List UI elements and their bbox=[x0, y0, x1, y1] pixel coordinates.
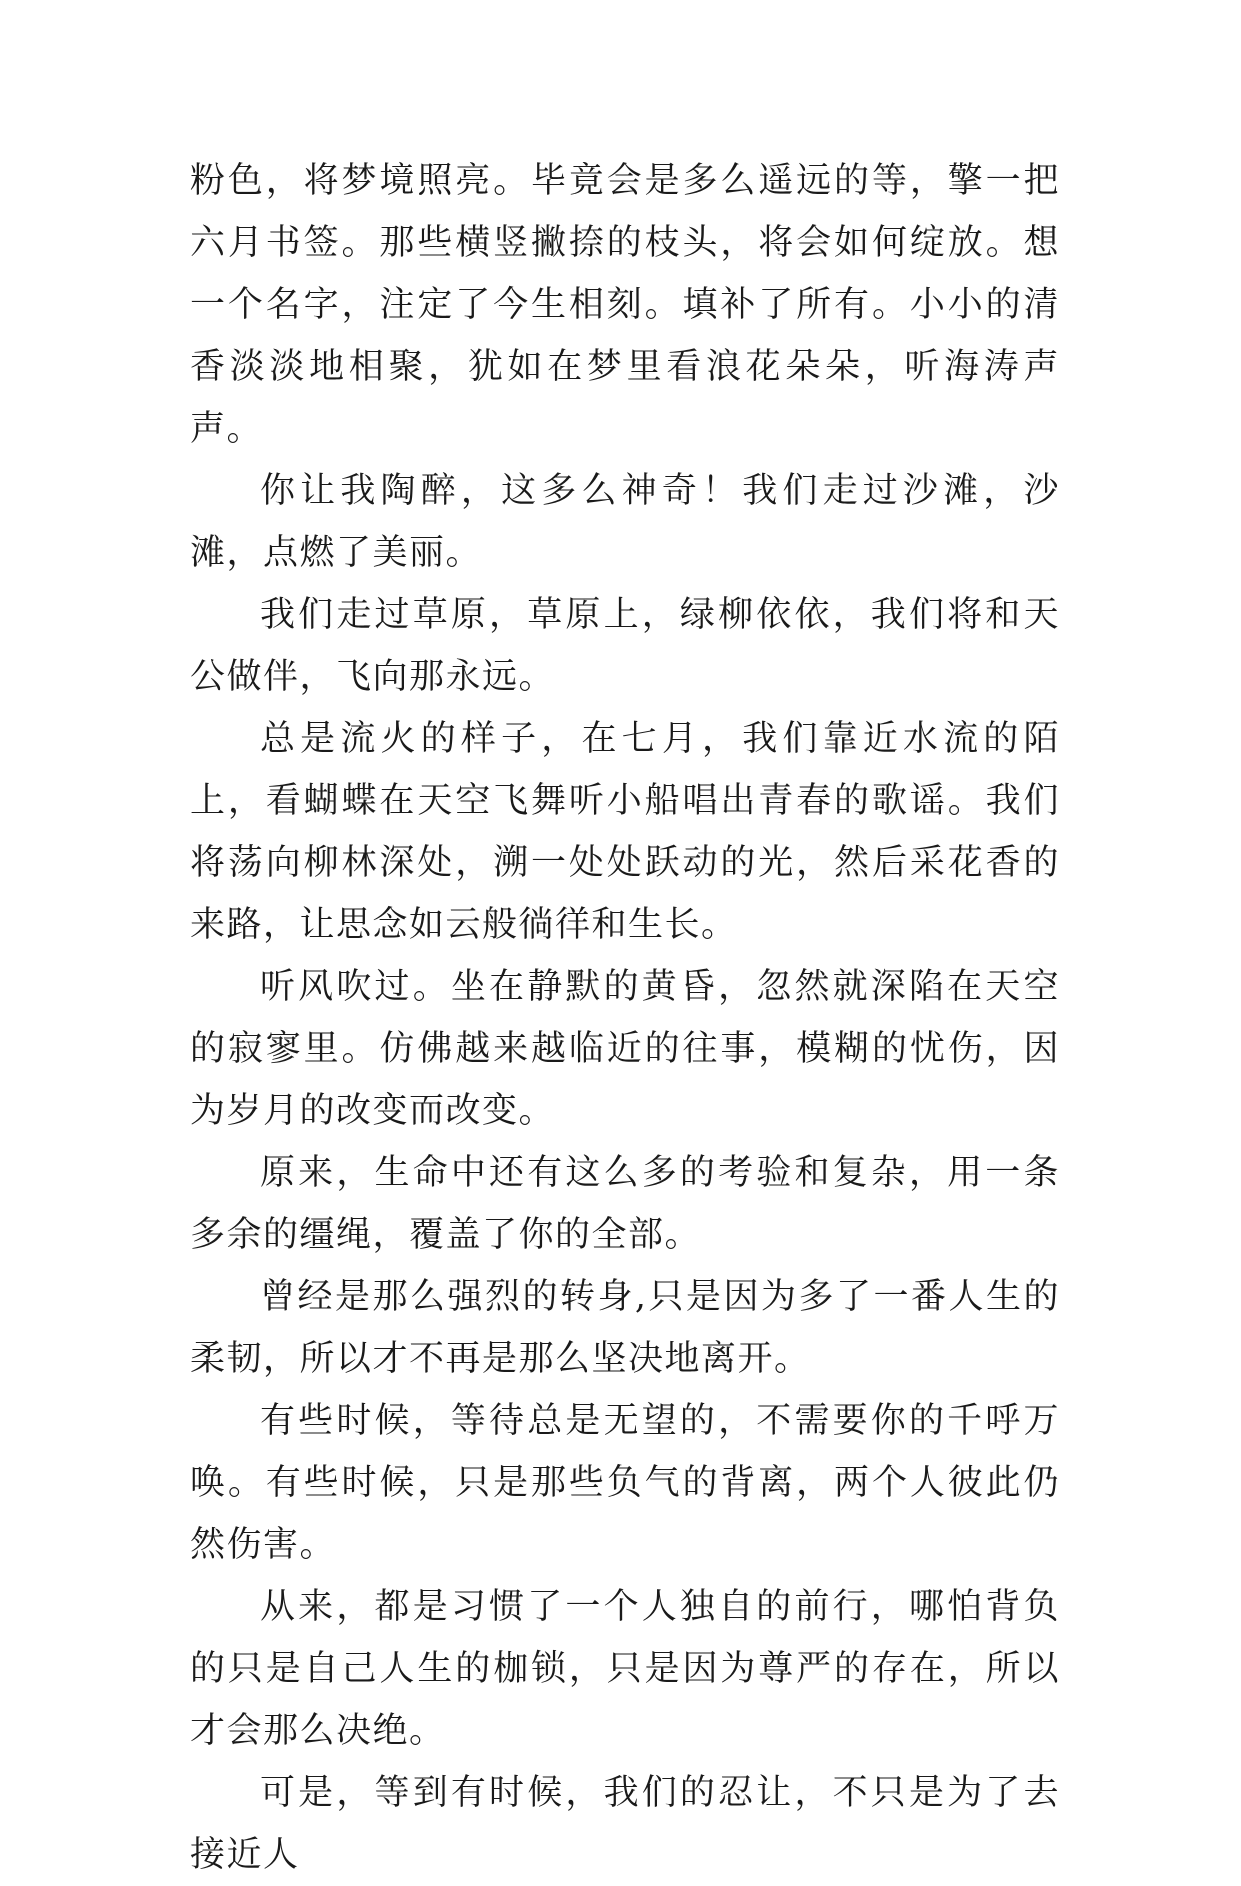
paragraph-5: 听风吹过。坐在静默的黄昏，忽然就深陷在天空的寂寥里。仿佛越来越临近的往事，模糊的忧伤，因为岁月的改变而改变。 bbox=[190, 967, 1060, 1131]
paragraph-4: 总是流火的样子，在七月，我们靠近水流的陌上，看蝴蝶在天空飞舞听小船唱出青春的歌谣。我们将荡向柳林深处，溯一处处跃动的光，然后采花香的来路，让思念如云般徜徉和生长。 bbox=[190, 719, 1060, 945]
paragraph-3: 我们走过草原，草原上，绿柳依依，我们将和天公做伴，飞向那永远。 bbox=[190, 595, 1060, 697]
paragraph-8: 有些时候，等待总是无望的，不需要你的千呼万唤。有些时候，只是那些负气的背离，两个人彼此仍然伤害。 bbox=[190, 1401, 1060, 1565]
paragraph-7: 曾经是那么强烈的转身,只是因为多了一番人生的柔韧，所以才不再是那么坚决地离开。 bbox=[190, 1277, 1060, 1379]
paragraph-10: 可是，等到有时候，我们的忍让，不只是为了去接近人 bbox=[190, 1773, 1060, 1875]
paragraph-1: 粉色，将梦境照亮。毕竟会是多么遥远的等，擎一把六月书签。那些横竖撇捺的枝头，将会如何绽放。想一个名字，注定了今生相刻。填补了所有。小小的清香淡淡地相聚，犹如在梦里看浪花朵朵，听海涛声声。 bbox=[190, 161, 1060, 449]
paragraph-9: 从来，都是习惯了一个人独自的前行，哪怕背负的只是自己人生的枷锁，只是因为尊严的存在，所以才会那么决绝。 bbox=[190, 1587, 1060, 1751]
paragraph-6: 原来，生命中还有这么多的考验和复杂，用一条多余的缰绳，覆盖了你的全部。 bbox=[190, 1153, 1060, 1255]
paragraph-2: 你让我陶醉，这多么神奇！我们走过沙滩，沙滩，点燃了美丽。 bbox=[190, 471, 1060, 573]
article-body bbox=[190, 150, 1060, 1886]
